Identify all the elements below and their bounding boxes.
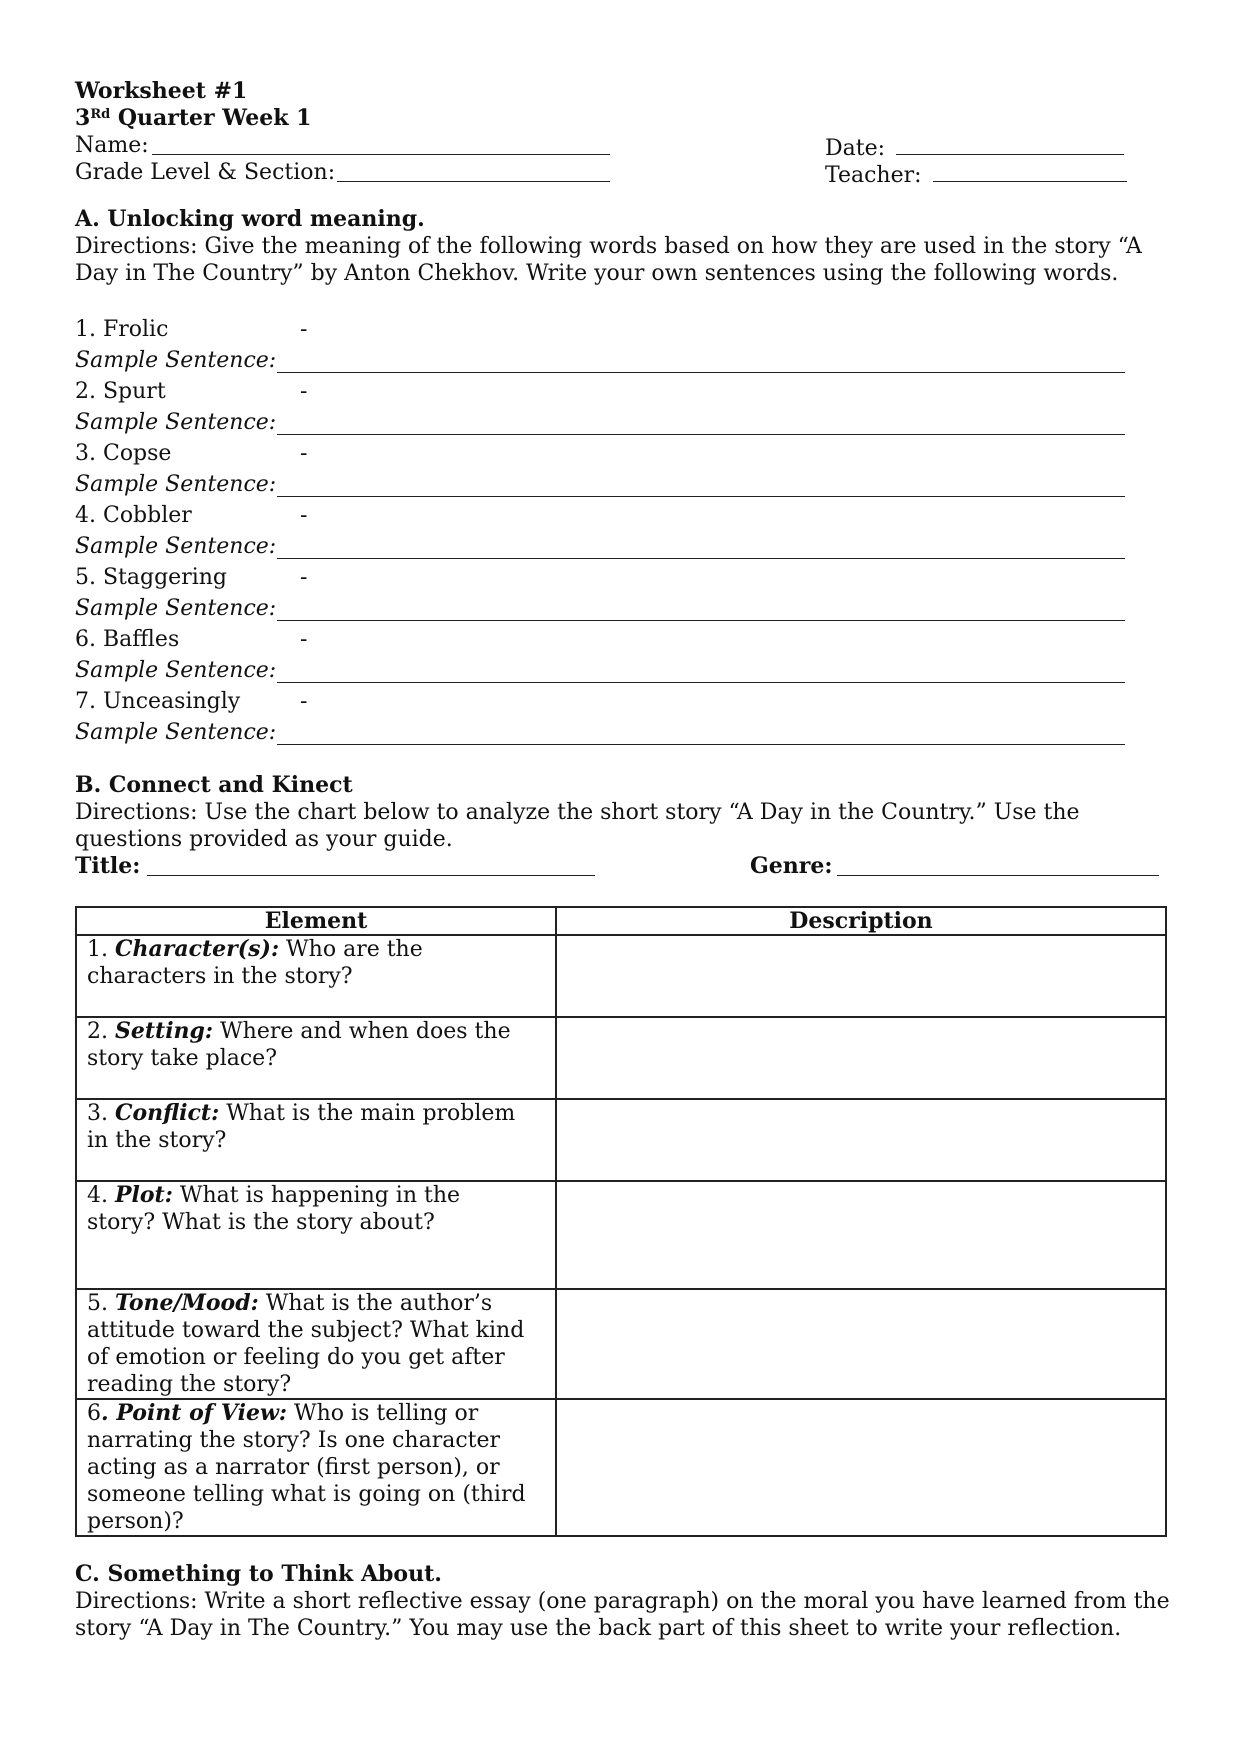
vocab-word-row <box>75 686 1175 717</box>
description-cell[interactable] <box>556 1399 1166 1536</box>
column-header-description: Description <box>556 907 1166 935</box>
element-question-line: Where and when does the <box>213 1019 511 1044</box>
vocab-word-row <box>75 500 1175 531</box>
description-cell[interactable] <box>556 1289 1166 1399</box>
sample-sentence-label: Sample Sentence: <box>75 534 277 559</box>
section-a-directions-1: Directions: Give the meaning of the following words based on how they are used in the story “A <box>75 234 1142 259</box>
element-label: Character(s): <box>114 936 280 962</box>
date-group <box>825 132 1124 162</box>
description-cell[interactable] <box>556 1017 1166 1099</box>
element-cell <box>76 1289 556 1399</box>
column-header-element: Element <box>76 907 556 935</box>
element-cell <box>76 1399 556 1536</box>
vocab-dash: - <box>300 379 308 404</box>
vocab-dash: - <box>300 689 308 714</box>
element-question-line: reading the story? <box>87 1372 292 1397</box>
element-question-line: story? What is the story about? <box>87 1210 435 1235</box>
element-question-line: someone telling what is going on (third <box>87 1482 526 1507</box>
element-number: 2. <box>87 1019 115 1044</box>
vocab-word: 1. Frolic <box>75 317 169 342</box>
table-row <box>76 1399 1166 1536</box>
sample-sentence-label: Sample Sentence: <box>75 348 277 373</box>
vocab-word-row <box>75 624 1175 655</box>
element-question-line: What is happening in the <box>172 1183 461 1208</box>
element-question-line: Who are the <box>279 937 423 962</box>
title-field[interactable] <box>147 875 595 876</box>
sample-sentence-row <box>75 345 1175 376</box>
description-cell[interactable] <box>556 1181 1166 1289</box>
teacher-group <box>825 159 1127 189</box>
date-field[interactable] <box>896 132 1124 155</box>
element-cell <box>76 1017 556 1099</box>
worksheet-title: Worksheet #1 <box>75 78 248 104</box>
sample-sentence-label: Sample Sentence: <box>75 658 277 683</box>
teacher-label: Teacher: <box>825 163 922 188</box>
element-number: 3. <box>87 1101 115 1126</box>
section-c-title: C. Something to Think About. <box>75 1561 442 1587</box>
table-row <box>76 1181 1166 1289</box>
element-label: Setting: <box>114 1018 214 1044</box>
date-label: Date: <box>825 136 886 161</box>
vocab-word-row <box>75 376 1175 407</box>
sample-sentence-label: Sample Sentence: <box>75 720 277 745</box>
sample-sentence-label: Sample Sentence: <box>75 472 277 497</box>
vocab-word: 3. Copse <box>75 441 172 466</box>
sample-sentence-row <box>75 655 1175 686</box>
element-label: . Point of View: <box>101 1400 288 1426</box>
table-row <box>76 1289 1166 1399</box>
genre-label: Genre: <box>750 853 833 879</box>
section-a-directions-2: Day in The Country” by Anton Chekhov. Write your own sentences using the following words. <box>75 261 1119 286</box>
name-date-row <box>75 132 1175 159</box>
sample-sentence-field[interactable] <box>277 620 1125 621</box>
vocab-word: 5. Staggering <box>75 565 228 590</box>
grade-teacher-row <box>75 159 1175 186</box>
sample-sentence-field[interactable] <box>277 744 1125 745</box>
grade-field[interactable] <box>337 159 610 182</box>
vocab-word-row <box>75 562 1175 593</box>
section-a-title: A. Unlocking word meaning. <box>75 206 425 232</box>
element-cell <box>76 935 556 1017</box>
teacher-field[interactable] <box>933 159 1127 182</box>
genre-field[interactable] <box>837 875 1159 876</box>
element-question-line: Who is telling or <box>287 1401 479 1426</box>
section-b-title: B. Connect and Kinect <box>75 772 353 798</box>
element-question-line: person)? <box>87 1509 184 1534</box>
element-label: Conflict: <box>114 1100 220 1126</box>
vocab-word: 2. Spurt <box>75 379 166 404</box>
sample-sentence-row <box>75 469 1175 500</box>
section-c-directions-1: Directions: Write a short reflective essay (one paragraph) on the moral you have learned from the <box>75 1589 1170 1614</box>
sample-sentence-label: Sample Sentence: <box>75 596 277 621</box>
sample-sentence-label: Sample Sentence: <box>75 410 277 435</box>
element-question-line: What is the main problem <box>219 1101 516 1126</box>
element-question-line: in the story? <box>87 1128 227 1153</box>
section-c-directions-2: story “A Day in The Country.” You may use the back part of this sheet to write your reflection. <box>75 1616 1122 1641</box>
vocab-word-row <box>75 314 1175 345</box>
quarter-week-text: Quarter Week 1 <box>110 105 312 131</box>
element-label: Plot: <box>114 1182 173 1208</box>
sample-sentence-row <box>75 593 1175 624</box>
description-cell[interactable] <box>556 1099 1166 1181</box>
vocab-word: 7. Unceasingly <box>75 689 241 714</box>
title-genre-row <box>75 853 1175 880</box>
element-question-line: of emotion or feeling do you get after <box>87 1345 505 1370</box>
vocab-dash: - <box>300 317 308 342</box>
sample-sentence-row <box>75 531 1175 562</box>
name-label: Name: <box>75 133 149 158</box>
table-row <box>76 1099 1166 1181</box>
chart-header-row <box>76 907 1166 935</box>
quarter-week <box>75 105 1175 132</box>
title-label: Title: <box>75 853 141 879</box>
sample-sentence-field[interactable] <box>277 558 1125 559</box>
vocab-word: 4. Cobbler <box>75 503 192 528</box>
vocab-dash: - <box>300 627 308 652</box>
element-question-line: acting as a narrator (first person), or <box>87 1455 500 1480</box>
vocab-dash: - <box>300 503 308 528</box>
vocab-dash: - <box>300 441 308 466</box>
element-question-line: story take place? <box>87 1046 277 1071</box>
sample-sentence-row <box>75 717 1175 748</box>
vocabulary-list <box>75 314 1175 748</box>
element-question-line: narrating the story? Is one character <box>87 1428 501 1453</box>
element-number: 6 <box>87 1401 101 1426</box>
element-question-line: What is the author’s <box>258 1291 493 1316</box>
sample-sentence-field[interactable] <box>277 434 1125 435</box>
sample-sentence-field[interactable] <box>277 496 1125 497</box>
section-b-directions-2: questions provided as your guide. <box>75 827 453 852</box>
element-number: 4. <box>87 1183 115 1208</box>
element-label: Tone/Mood: <box>114 1290 259 1316</box>
description-cell[interactable] <box>556 935 1166 1017</box>
sample-sentence-field[interactable] <box>277 682 1125 683</box>
grade-label: Grade Level & Section: <box>75 160 336 185</box>
element-question-line: characters in the story? <box>87 964 353 989</box>
sample-sentence-field[interactable] <box>277 372 1125 373</box>
story-elements-chart <box>75 906 1167 1537</box>
table-row <box>76 1017 1166 1099</box>
quarter-ordinal: Rd <box>90 107 111 122</box>
vocab-word: 6. Baffles <box>75 627 180 652</box>
element-number: 5. <box>87 1291 115 1316</box>
table-row <box>76 935 1166 1017</box>
element-cell <box>76 1181 556 1289</box>
vocab-word-row <box>75 438 1175 469</box>
vocab-dash: - <box>300 565 308 590</box>
element-number: 1. <box>87 937 115 962</box>
worksheet-page <box>75 78 1175 1642</box>
sample-sentence-row <box>75 407 1175 438</box>
element-question-line: attitude toward the subject? What kind <box>87 1318 525 1343</box>
name-field[interactable] <box>152 132 610 155</box>
quarter-number: 3 <box>75 105 91 131</box>
section-b-directions-1: Directions: Use the chart below to analyze the short story “A Day in the Country.” Use the <box>75 800 1080 825</box>
element-cell <box>76 1099 556 1181</box>
